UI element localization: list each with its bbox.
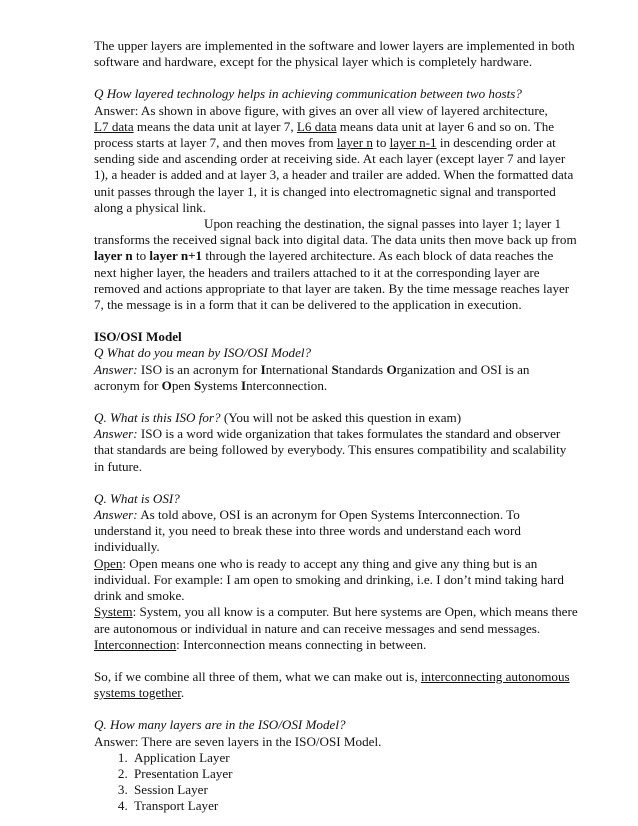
l6-data-term: L6 data: [296, 118, 337, 134]
intro-paragraph: The upper layers are implemented in the software and lower layers are implemented in both software and hardware, except for the physical layer which is completely hardware.: [94, 38, 575, 70]
combine-paragraph: So, if we combine all three of them, what we can make out is, interconnecting autonomous systems together.: [94, 668, 570, 701]
layers-question: Q. How many layers are in the ISO/OSI Model?: [94, 717, 346, 733]
interconnection-definition: Interconnection: Interconnection means connecting in between.: [94, 636, 427, 652]
list-item: 1. Application Layer: [131, 750, 578, 766]
isoosi-answer: Answer: ISO is an acronym for International Standards Organization and OSI is an acronym for Open Systems Interconnection.: [94, 361, 530, 393]
list-item: 3. Session Layer: [131, 782, 578, 798]
section-heading: ISO/OSI Model: [94, 329, 182, 345]
iso-answer: Answer: ISO is a word wide organization that takes formulates the standard and observer that standards are being followed by everybody. This ensures compatibility and scalability in future.: [94, 426, 567, 474]
layered-question: Q How layered technology helps in achieving communication between two hosts?: [94, 86, 522, 102]
osi-question: Q. What is OSI?: [94, 490, 180, 506]
spacer: [94, 653, 578, 669]
layered-answer-continued: Upon reaching the destination, the signal passes into layer 1; layer 1 transforms the received signal back into digital data. The data units then move back up from layer n to layer n+1 through the layered architecture. As each block of data reaches the next higher layer, the headers and trailers attached to it at the corresponding layer are removed and actions appropriate to that layer are taken. By the time message reaches layer 7, the message is in a form that it can be delivered to the application in execution.: [94, 216, 577, 313]
spacer: [94, 394, 578, 410]
system-definition: System: System, you all know is a computer. But here systems are Open, which means there are autonomous or individual in nature and can receive messages and send messages.: [94, 604, 578, 636]
spacer: [94, 701, 578, 717]
layer-n-term: layer n: [336, 135, 373, 151]
open-definition: Open: Open means one who is ready to accept any thing and give any thing but is an individual. For example: I am open to smoking and drinking, i.e. I don’t mind taking hard drink and smoke.: [94, 555, 564, 604]
layers-list: [94, 750, 578, 815]
spacer: [94, 70, 578, 86]
isoosi-question: Q What do you mean by ISO/OSI Model?: [94, 345, 312, 361]
list-item: 2. Presentation Layer: [131, 766, 578, 782]
layer-n-1-term: layer n-1: [389, 135, 437, 151]
layered-answer: Answer: As shown in above figure, with gives an over all view of layered architecture, L7 data means the data unit at layer 7, L6 data means data unit at layer 6 and so on. The process starts at layer 7, and then moves from layer n to layer n-1 in descending order at sending side and ascending order at receiving side. At each layer (except layer 7 and layer 1), a header is added and at layer 3, a header and trailer are added. When the formatted data unit passes through the layer 1, it is changed into electromagnetic signal and transported along a physical link.: [94, 102, 574, 215]
list-item: 4. Transport Layer: [131, 798, 578, 814]
iso-question: Q. What is this ISO for? (You will not be asked this question in exam): [94, 410, 462, 426]
l7-data-term: L7 data: [94, 118, 134, 134]
spacer: [94, 475, 578, 491]
osi-answer: Answer: As told above, OSI is an acronym for Open Systems Interconnection. To understand it, you need to break these into three words and understand each word individually.: [94, 507, 521, 555]
layers-answer: Answer: There are seven layers in the ISO/OSI Model.: [94, 733, 382, 749]
spacer: [94, 313, 578, 329]
